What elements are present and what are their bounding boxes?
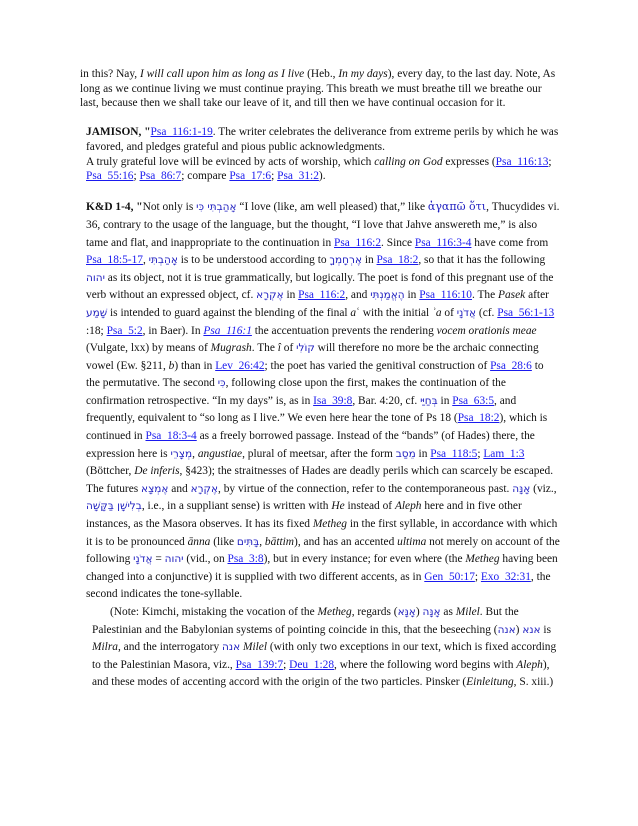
hebrew-text: אָנָּה [422,606,441,618]
hebrew-text: הֶאֱמַנְתִּי [370,289,405,302]
paragraph-jamison-2: A truly grateful love will be evinced by acts of worship, which calling on God expresses (Psa_116:13; Psa_55:16; Psa_86:7; compare Psa_17:6; Psa_31:2). [86,155,552,183]
ref-link[interactable]: Psa_18:5-17 [86,254,143,267]
hebrew-text: יהוה [86,271,105,284]
ref-link[interactable]: Deu_1:28 [289,658,335,671]
ref-link[interactable]: Gen_50:17 [424,570,475,583]
ref-link[interactable]: Psa_56:1-13 [497,306,555,319]
ref-link[interactable]: Psa_116:1-19 [150,126,213,139]
hebrew-text: אֶרְחָמְךָ [329,254,362,267]
ref-link[interactable]: Psa_17:6 [229,170,272,183]
footnote-block [80,604,560,692]
paragraph-jamison: JAMISON, "Psa_116:1-19. The writer celebrates the deliverance from extreme perils by which he was favored, and pledges grateful and pious public acknowledgments. [86,126,559,153]
ref-link[interactable]: Psa_28:6 [490,359,532,372]
ref-link[interactable]: Psa_116:1 [203,324,252,337]
ref-link[interactable]: Lev_26:42 [215,359,265,372]
hebrew-text: אֲדֹנָי [133,553,153,566]
ref-link[interactable]: Exo_32:31 [480,570,531,583]
ref-link[interactable]: Psa_55:16 [86,170,134,183]
hebrew-text: כִּי [217,377,226,390]
hebrew-text: אנה [497,623,516,636]
ref-link[interactable]: Isa_39:8 [313,394,353,407]
hebrew-text: אָנָּה [512,482,531,495]
hebrew-text: מְצָרֵי [170,447,193,460]
spacer [80,184,560,199]
ref-link[interactable]: Psa_5:2 [106,324,143,337]
hebrew-text: בְּחַיַּי [420,394,438,407]
paragraph-kd: K&D 1-4, "Not only is אָהַבְתִּי כִּי “I love (like, am well pleased) that,” like ἀγαπῶ ὅτι, Thucydides vi. 36, contrary to the usage of the language, but the thought, “I love that Jahve answereth me,” is also tame and flat, and inappropriate to the continuation in Psa_116:2. Since Psa_116:3-4 have come from Psa_18:5-17, אָהַבְתִּי is to be understood according to אֶרְחָמְךָ in Psa_18:2, so that it has the following יהוה as its object, not it is true grammatically, but logically. The poet is fond of this pregnant use of the verb without an expressed object, cf. אֶקְרָא in Psa_116:2, and הֶאֱמַנְתִּי in Psa_116:10. The Pasek after שָׁמַע is intended to guard against the blending of the final aʿ with the initial ʾa of אֲדֹנָי (cf. Psa_56:1-13 :18; Psa_5:2, in Baer). In Psa_116:1 the accentuation prevents the rendering vocem orationis meae (Vulgate, lxx) by means of Mugrash. The î of קוֹלִי will therefore no more be the archaic connecting vowel (Ew. §211, b) than in Lev_26:42; the poet has varied the genitival construction of Psa_28:6 to the permutative. The second כִּי, following close upon the first, makes the continuation of the confirmation retrospective. “In my days” is, as in Isa_39:8, Bar. 4:20, cf. בְּחַיַּי in Psa_63:5, and frequently, equivalent to “so long as I live.” We even here hear the tone of Ps 18 (Psa_18:2), which is continued in Psa_18:3-4 as a freely borrowed passage. Instead of the “bands” (of Hades) there, the expression here is מְצָרֵי, angustiae, plural of meetsar, after the form מֵסַב in Psa_118:5; Lam_1:3 (Böttcher, De inferis, §423); the straitnesses of Hades are deadly perils which can scarcely be escaped. The futures אֶמְצָא and אֶקְרָא, by virtue of the connection, refer to the contemporaneous past. אָנָּה (viz., בְלִישָׁן בַּקָּשָׁה, i.e., in a suppliant sense) is written with He instead of Aleph here and in five other instances, as the Masora observes. It has its fixed Metheg in the first syllable, in accordance with which it is to be pronounced ānna (like בָּתִּים, bāttim), and has an accented ultima not merely on account of the following יהוה = אֲדֹנָי (vid., on Psa_3:8), but in every instance; for even where (the Metheg having been changed into a conjunctive) it is supplied with two different accents, as in Gen_50:17; Exo_32:31, the second indicates the tone-syllable. [86,200,560,601]
ref-link[interactable]: Psa_3:8 [227,553,264,566]
hebrew-text: בְלִישָׁן בַּקָּשָׁה [86,500,142,513]
ref-link[interactable]: Psa_116:2 [298,289,346,302]
hebrew-text: שָׁמַע [86,306,108,319]
hebrew-text: אֶקְרָא [190,482,219,495]
ref-link[interactable]: Psa_139:7 [235,658,284,671]
spacer [80,111,560,126]
ref-link[interactable]: Psa_18:3-4 [145,430,197,443]
commentator-heading-jamison: JAMISON, " [86,126,151,139]
ref-link[interactable]: Psa_116:10 [419,289,472,302]
document-page [80,67,560,692]
footnote-paragraph: (Note: Kimchi, mistaking the vocation of the Metheg, regards אָנָּה (אָנָּא) as Milel. But the Palestinian and the Babylonian systems of pointing coincide in this, that the beseeching אנא (אנה) is Milra, and the interrogatory אנה Milel (with only two exceptions in our text, which is fixed according to the Palestinian Masora, viz., Psa_139:7; Deu_1:28, where the following word begins with Aleph), and these modes of accenting accord with the origin of the two particles. Pinsker (Einleitung, S. xiii.) [92,606,557,689]
hebrew-text: אֶמְצָא [141,482,169,495]
hebrew-text: מֵסַב [395,447,416,460]
greek-text: ἀγαπῶ ὅτι [427,200,487,214]
ref-link[interactable]: Psa_86:7 [139,170,182,183]
ref-link[interactable]: Psa_18:2 [457,412,500,425]
ref-link[interactable]: Psa_116:13 [495,155,549,168]
ref-link[interactable]: Psa_31:2 [277,170,319,183]
hebrew-text: אנא [522,623,541,636]
hebrew-text: אָהַבְתִּי כִּי [196,201,237,214]
hebrew-text: יהוה [164,553,184,566]
hebrew-text: אָנָּא [397,606,416,618]
ref-link[interactable]: Psa_18:2 [376,254,419,267]
hebrew-text: אנה [222,641,241,654]
hebrew-text: אֲדֹנָי [456,306,477,319]
ref-link[interactable]: Psa_63:5 [452,394,495,407]
paragraph-henry-end: in this? Nay, I will call upon him as long as I live (Heb., In my days), every day, to the last day. Note, As long as we continue living we must continue praying. This breath we must breathe till we breathe our last, because then we shall take our leave of it, and till then we have continual occasion for it. [80,68,556,110]
ref-link[interactable]: Psa_116:3-4 [414,236,472,249]
hebrew-text: אֶקְרָא [256,289,284,302]
ref-link[interactable]: Psa_118:5 [430,447,478,460]
hebrew-text: בָּתִּים [236,535,260,548]
ref-link[interactable]: Lam_1:3 [483,447,525,460]
quote-italic: I will call upon him as long as I live [140,68,305,80]
ref-link[interactable]: Psa_116:2 [334,236,382,249]
hebrew-text: קוֹלִי [296,342,315,355]
hebrew-text: אָהַבְתִּי [148,254,178,267]
commentator-heading-kd: K&D 1-4, " [86,201,143,214]
